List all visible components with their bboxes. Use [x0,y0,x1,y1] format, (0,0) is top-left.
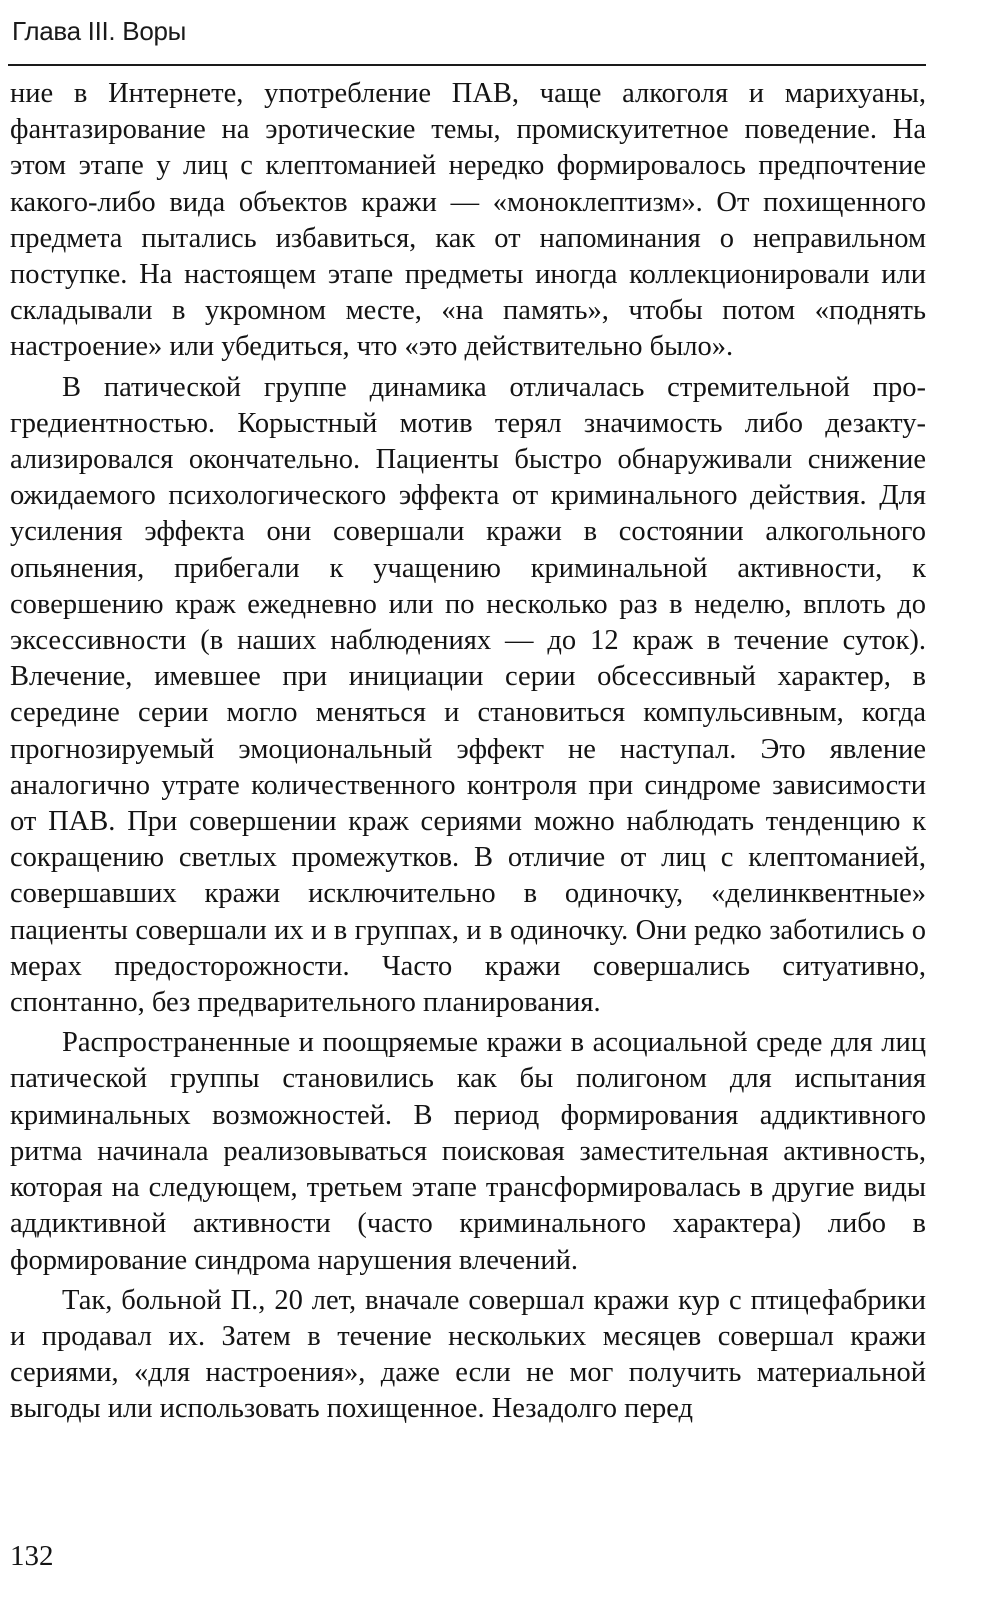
header-rule [8,64,926,66]
paragraph: Распространенные и поощряемые кражи в асоциальной среде для лиц патической группы становились как бы полигоном для испытания криминальных возможностей. В период формирования аддиктивного ритма начинала реализовываться поисковая заместительная активность, которая на следующем, третьем этапе трансформировалась в другие виды аддиктивной активности (часто криминального характера) либо в формирование синдрома нарушения влечений. [10,1027,926,1276]
paragraph: ние в Интернете, употребление ПАВ, чаще алкоголя и марихуаны, фантазирование на эротические темы, промискуитетное поведение. На этом этапе у лиц с клептоманией нередко формировалось предпочтение какого-либо вида объектов кражи — «моноклептизм». От похищенного предмета пытались избавиться, как от напоминания о неправильном поступке. На настоящем этапе предметы иногда коллекционировали или складывали в укромном месте, «на память», чтобы потом «поднять настроение» или убедиться, что «это действительно было». [10,78,926,363]
body-text [10,76,926,1428]
running-header: Глава III. Воры [12,16,187,46]
paragraph: Так, больной П., 20 лет, вначале совершал кражи кур с птицефабрики и продавал их. Затем в течение нескольких месяцев совершал кражи сериями, «для настроения», даже если не мог получить материальной выгоды или использовать похищенное. Незадолго перед [10,1284,926,1425]
page-number: 132 [10,1540,54,1572]
paragraph: В патической группе динамика отличалась стремительной прогредиентностью. Корыстный мотив терял значимость либо дезактуализировался окончательно. Пациенты быстро обнаруживали снижение ожидаемого психологического эффекта от криминального действия. Для усиления эффекта они совершали кражи в состоянии алкогольного опьянения, прибегали к учащению криминальной активности, к совершению краж ежедневно или по несколько раз в неделю, вплоть до эксессивности (в наших наблюдениях — до 12 краж в течение суток). Влечение, имевшее при инициации серии обсессивный характер, в середине серии могло меняться и становиться компульсивным, когда прогнозируемый эмоциональный эффект не наступал. Это явление аналогично утрате количественного контроля при синдроме зависимости от ПАВ. При совершении краж сериями можно наблюдать тенденцию к сокращению светлых промежутков. В отличие от лиц с клептоманией, совершавших кражи исключительно в одиночку, «делинквентные» пациенты совершали их и в группах, и в одиночку. Они редко заботились о мерах предосторожности. Часто кражи совершались ситуативно, спонтанно, без предварительного планирования. [10,371,926,1019]
